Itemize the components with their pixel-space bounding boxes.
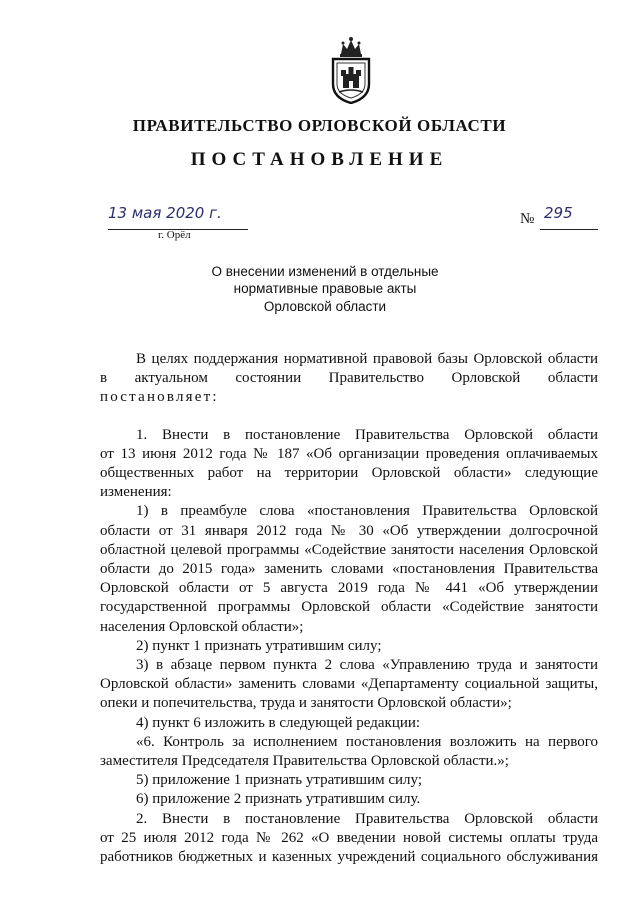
coat-of-arms-icon <box>329 34 373 104</box>
body-line: 2. Внести в постановление Правительства Орловской области <box>136 810 598 827</box>
body-line: заместителя Председателя Правительства Орловской области.»; <box>100 753 509 770</box>
body-line: изменения: <box>100 484 172 501</box>
subject-line: Орловской области <box>263 298 387 314</box>
document-type-heading: ПОСТАНОВЛЕНИЕ <box>190 149 449 170</box>
preamble-line: в актуальном состоянии Правительство Орловской области <box>100 370 598 387</box>
body-line: 2) пункт 1 признать утратившим силу; <box>136 637 382 654</box>
subject-line: нормативные правовые акты <box>233 281 417 297</box>
body-line: работников бюджетных и казенных учреждений социального обслуживания <box>100 849 598 866</box>
body-line: областной целевой программы «Содействие занятости населения Орловской <box>100 541 598 558</box>
body-line: Орловской области от 5 августа 2019 года № 441 «Об утверждении <box>100 580 598 597</box>
body-line: общественных работ на территории Орловской области» следующие <box>100 465 598 482</box>
body-line: 5) приложение 1 признать утратившим силу; <box>136 772 423 789</box>
body-line: области до 2015 года» заменить словами «постановления Правительства <box>100 561 598 578</box>
body-line: государственной программы Орловской области «Содействие занятости <box>100 599 598 616</box>
body-line: 6) приложение 2 признать утратившим силу. <box>136 791 421 808</box>
body-line: 1. Внести в постановление Правительства Орловской области <box>136 426 598 443</box>
body-line: 4) пункт 6 изложить в следующей редакции: <box>136 714 421 731</box>
number-label: № <box>520 211 535 227</box>
body-line: «6. Контроль за исполнением постановления возложить на первого <box>136 733 598 750</box>
date-handwritten: 13 мая 2020 г. <box>108 204 222 222</box>
organization-title: ПРАВИТЕЛЬСТВО ОРЛОВСКОЙ ОБЛАСТИ <box>132 116 507 135</box>
city-label: г. Орёл <box>158 229 191 241</box>
body-line: от 13 июня 2012 года № 187 «Об организации проведения оплачиваемых <box>100 445 598 462</box>
body-line: от 25 июля 2012 года № 262 «О введении новой системы оплаты труда <box>100 829 598 846</box>
body-line: 3) в абзаце первом пункта 2 слова «Управлению труда и занятости <box>136 657 598 674</box>
preamble-line: постановляет: <box>100 389 219 406</box>
number-handwritten: 295 <box>544 204 573 222</box>
body-line: населения Орловской области»; <box>100 618 304 635</box>
body-line: области от 31 января 2012 года № 30 «Об утверждении долгосрочной <box>100 522 598 539</box>
body-line: 1) в преамбуле слова «постановления Правительства Орловской <box>136 503 598 520</box>
body-line: опеки и попечительства, труда и занятости Орловской области»; <box>100 695 512 712</box>
subject-line: О внесении изменений в отдельные <box>211 264 439 279</box>
document-body <box>100 350 598 867</box>
body-line: Орловской области» заменить словами «Департаменту социальной защиты, <box>100 676 598 693</box>
document-subject <box>180 263 470 315</box>
preamble-line: В целях поддержания нормативной правовой базы Орловской области <box>136 351 598 367</box>
